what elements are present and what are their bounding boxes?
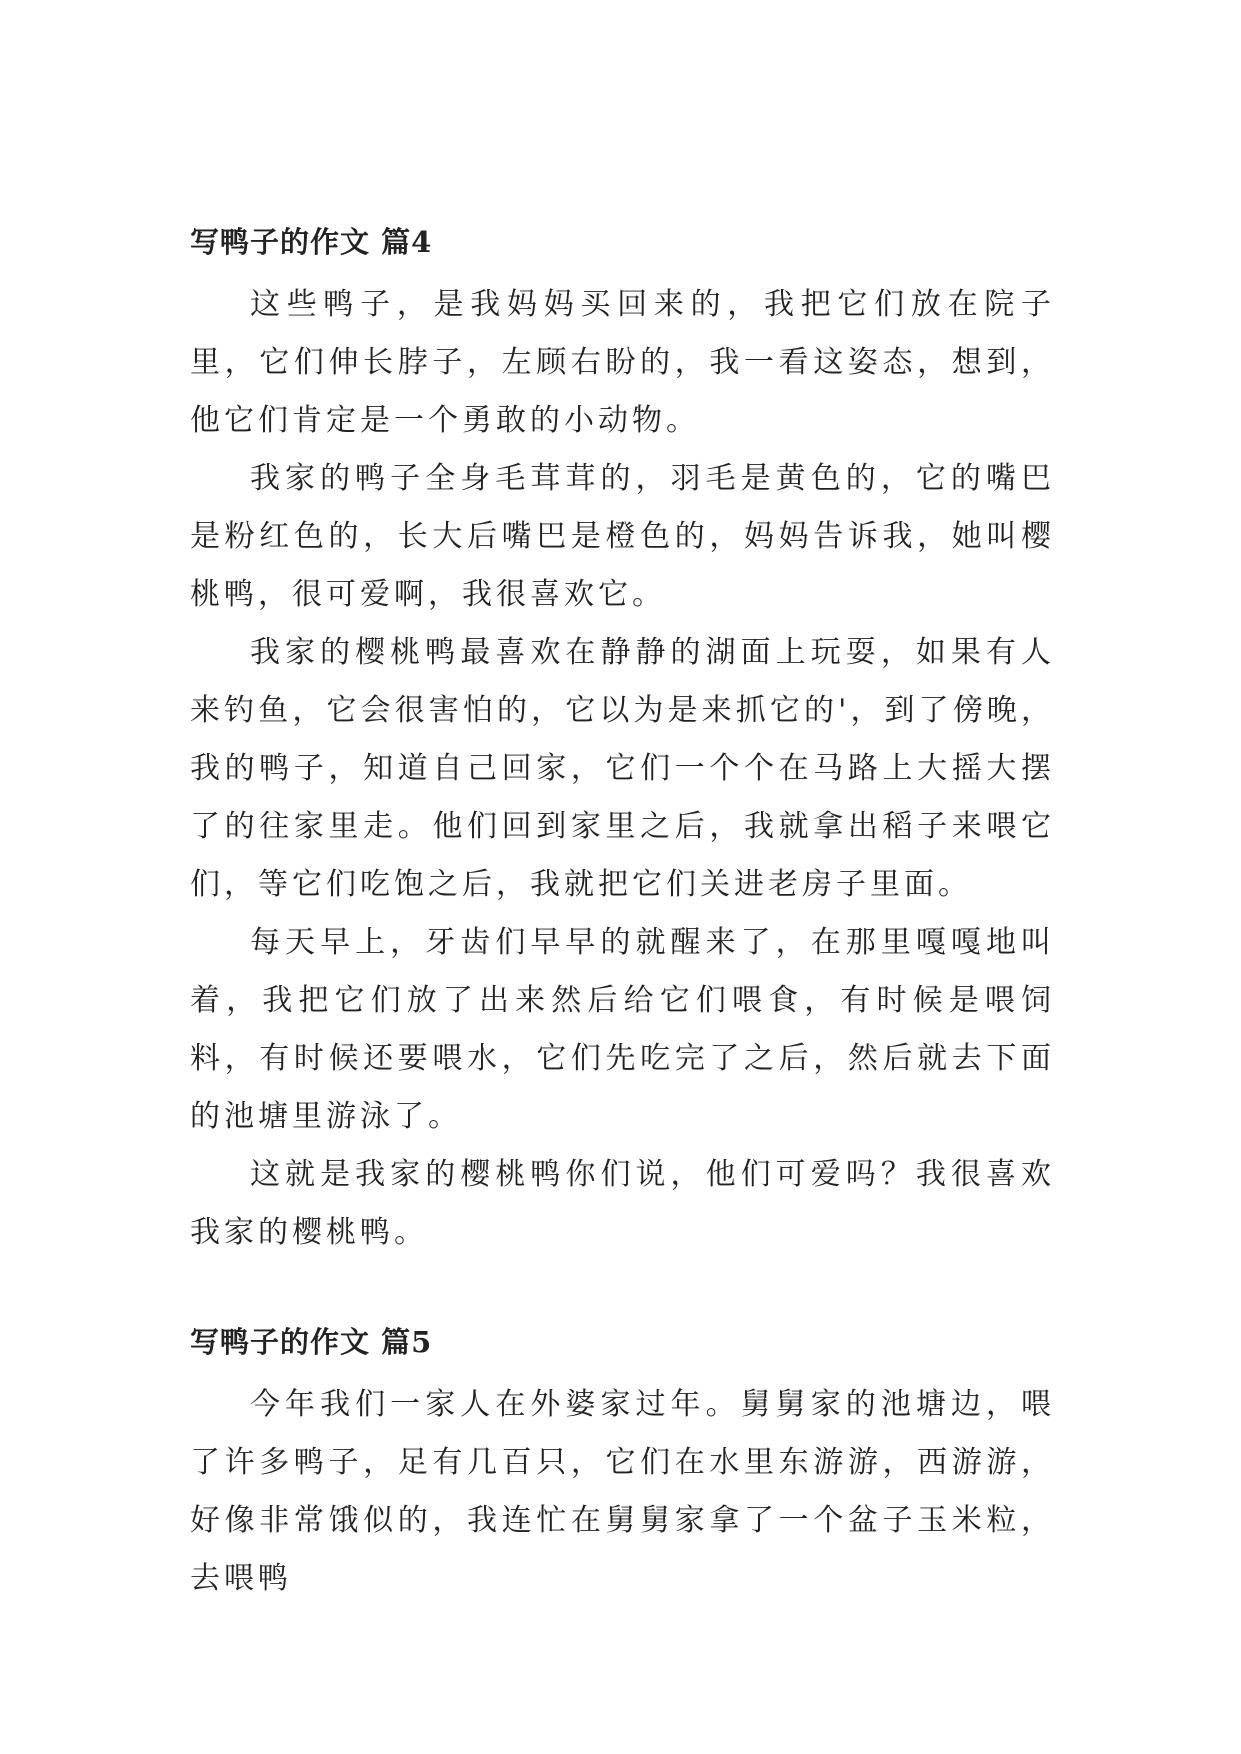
paragraph: 今年我们一家人在外婆家过年。舅舅家的池塘边，喂了许多鸭子，足有几百只，它们在水里东游游，西游游，好像非常饿似的，我连忙在舅舅家拿了一个盆子玉米粒，去喂鸭 [190, 1387, 1055, 1596]
section-heading: 写鸭子的作文 篇5 [190, 1325, 433, 1359]
essay-section-5 [190, 1322, 1055, 1608]
paragraph: 每天早上，牙齿们早早的就醒来了，在那里嘎嘎地叫着，我把它们放了出来然后给它们喂食，有时候是喂饲料，有时候还要喂水，它们先吃完了之后，然后就去下面的池塘里游泳了。 [190, 925, 1055, 1134]
paragraph: 我家的樱桃鸭最喜欢在静静的湖面上玩耍，如果有人来钓鱼，它会很害怕的，它以为是来抓它的'，到了傍晚，我的鸭子，知道自己回家，它们一个个在马路上大摇大摆了的往家里走。他们回到家里之后，我就拿出稻子来喂它们，等它们吃饱之后，我就把它们关进老房子里面。 [190, 635, 1055, 902]
essay-section-4 [190, 222, 1055, 1262]
paragraph: 这就是我家的樱桃鸭你们说，他们可爱吗？我很喜欢我家的樱桃鸭。 [190, 1157, 1055, 1250]
paragraph: 我家的鸭子全身毛茸茸的，羽毛是黄色的，它的嘴巴是粉红色的，长大后嘴巴是橙色的，妈妈告诉我，她叫樱桃鸭，很可爱啊，我很喜欢它。 [190, 461, 1055, 612]
paragraph: 这些鸭子，是我妈妈买回来的，我把它们放在院子里，它们伸长脖子，左顾右盼的，我一看这姿态，想到，他它们肯定是一个勇敢的小动物。 [190, 287, 1055, 438]
section-heading: 写鸭子的作文 篇4 [190, 225, 433, 259]
document-content [190, 222, 1055, 1608]
